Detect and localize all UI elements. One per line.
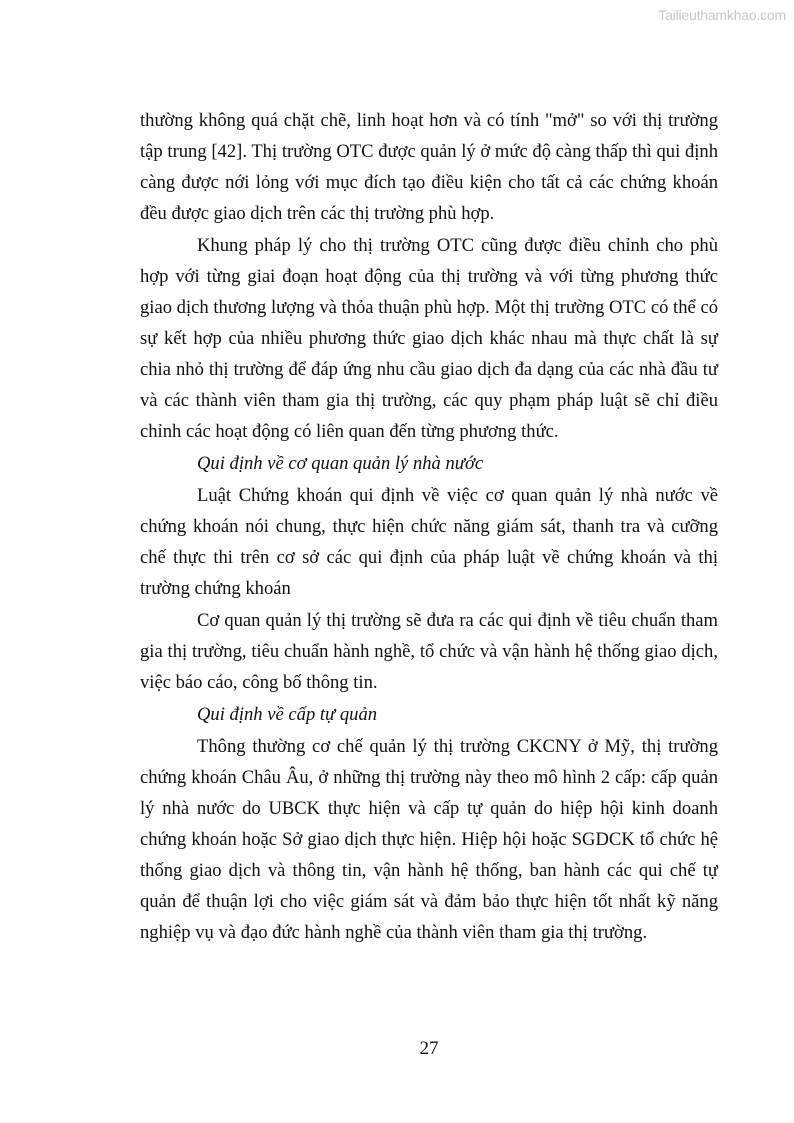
paragraph-otc-legal-framework: Khung pháp lý cho thị trường OTC cũng được điều chỉnh cho phù hợp với từng giai đoạn hoạt động của thị trường và với từng phương thức giao dịch thương lượng và thỏa thuận phù hợp. Một thị trường OTC có thể có sự kết hợp của nhiều phương thức giao dịch khác nhau mà thực chất là sự chia nhỏ thị trường để đáp ứng nhu cầu giao dịch đa dạng của các nhà đầu tư và các thành viên tham gia thị trường, các quy phạm pháp luật sẽ chỉ điều chỉnh các hoạt động có liên quan đến từng phương thức. — [140, 235, 718, 442]
section-heading-state-management: Qui định về cơ quan quản lý nhà nước — [197, 453, 484, 474]
page-number: 27 — [419, 1038, 439, 1059]
watermark-text: Tailieuthamkhao.com — [658, 7, 786, 23]
document-body — [140, 105, 718, 949]
section-heading-self-regulation: Qui định về cấp tự quản — [197, 704, 378, 725]
paragraph-market-authority: Cơ quan quản lý thị trường sẽ đưa ra các qui định về tiêu chuẩn tham gia thị trường, tiêu chuẩn hành nghề, tổ chức và vận hành hệ thống giao dịch, việc báo cáo, công bố thông tin. — [140, 610, 718, 693]
paragraph-securities-law: Luật Chứng khoán qui định về việc cơ quan quản lý nhà nước về chứng khoán nói chung, thực hiện chức năng giám sát, thanh tra và cưỡng chế thực thi trên cơ sở các qui định của pháp luật về chứng khoán và thị trường chứng khoán — [140, 485, 718, 599]
paragraph-two-tier-model: Thông thường cơ chế quản lý thị trường CKCNY ở Mỹ, thị trường chứng khoán Châu Âu, ở những thị trường này theo mô hình 2 cấp: cấp quản lý nhà nước do UBCK thực hiện và cấp tự quản do hiệp hội kinh doanh chứng khoán hoặc Sở giao dịch thực hiện. Hiệp hội hoặc SGDCK tổ chức hệ thống giao dịch và thông tin, vận hành hệ thống, ban hành các qui chế tự quản để thuận lợi cho việc giám sát và đảm bảo thực hiện tốt nhất kỹ năng nghiệp vụ và đạo đức hành nghề của thành viên tham gia thị trường. — [140, 736, 718, 943]
paragraph-otc-regulation-intro: thường không quá chặt chẽ, linh hoạt hơn và có tính "mở" so với thị trường tập trung [42]. Thị trường OTC được quản lý ở mức độ càng thấp thì qui định càng được nới lỏng với mục đích tạo điều kiện cho tất cả các chứng khoán đều được giao dịch trên các thị trường phù hợp. — [140, 110, 718, 224]
